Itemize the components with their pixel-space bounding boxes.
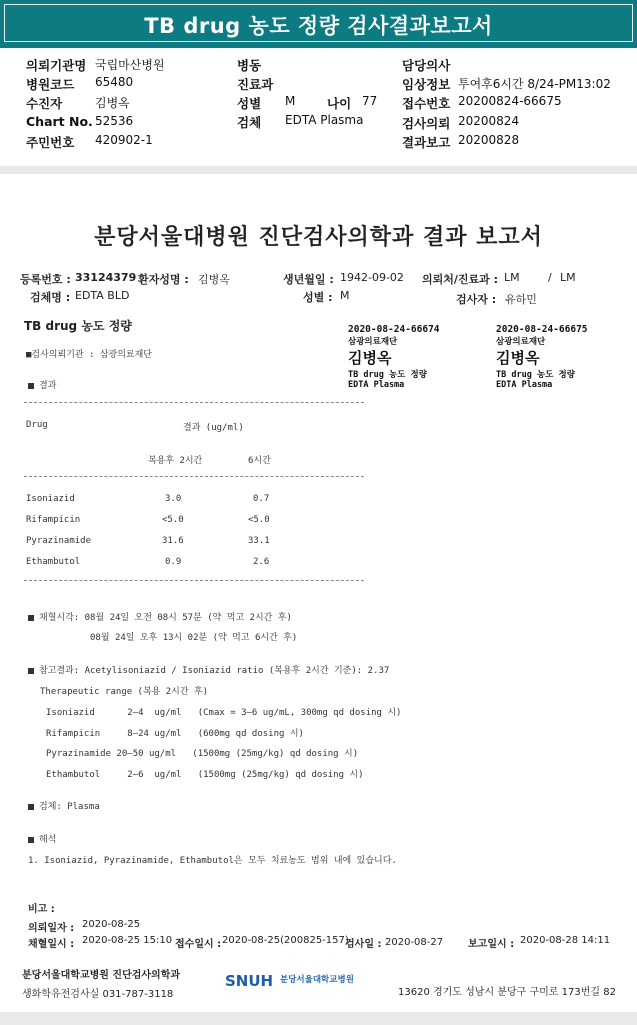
bullet-square xyxy=(28,383,34,389)
dob-value: 1942-09-02 xyxy=(340,271,404,284)
patient-value: 김병옥 xyxy=(198,273,230,286)
patient-label: 환자성명 : xyxy=(138,273,189,286)
label-org: 삼광의료재단 xyxy=(348,337,398,347)
label-name: 김병옥 xyxy=(496,349,540,367)
value-6h: <5.0 xyxy=(248,515,270,525)
bottom-strip xyxy=(0,1012,637,1025)
reg-label: 등록번호 : xyxy=(20,273,71,286)
sampling-time-2: 08월 24일 오후 13시 02분 (약 먹고 6시간 후) xyxy=(90,633,298,643)
dept-separator: / xyxy=(548,271,552,284)
draw-value: 2020-08-25 15:10 xyxy=(82,935,173,946)
value-2h: 0.9 xyxy=(165,557,182,567)
hdr-key: 담당의사 xyxy=(402,58,451,73)
footer-address: 13620 경기도 성남시 분당구 구미로 173번길 82 xyxy=(398,987,616,998)
receipt-value: 2020-08-25(200825-157) xyxy=(222,935,349,946)
hdr-value: 투여후6시간 8/24-PM13:02 xyxy=(458,77,611,91)
col-drug: Drug xyxy=(26,420,48,430)
hdr-key: 성별 xyxy=(237,96,262,111)
report-title: 분당서울대병원 진단검사의학과 결과 보고서 xyxy=(94,225,543,250)
hdr-key: 접수번호 xyxy=(402,96,451,111)
dept-value: LM xyxy=(560,271,576,284)
sex-label: 성별 : xyxy=(303,291,333,304)
specimen-label-2 xyxy=(496,324,588,390)
section-divider xyxy=(0,166,637,174)
range-line: Pyrazinamide 20–50 ug/ml (1500mg (25mg/kg) qd dosing 시) xyxy=(46,749,359,759)
hdr-key: 나이 xyxy=(327,96,352,111)
specimen-note: 검체: Plasma xyxy=(28,799,100,812)
range-line: Rifampicin 8–24 ug/ml (600mg qd dosing 시) xyxy=(46,729,304,739)
col-2h: 복용후 2시간 xyxy=(148,456,203,466)
divider xyxy=(24,402,364,403)
sampling-time: 채혈시각: 08월 24일 오전 08시 57분 (약 먹고 2시간 후) xyxy=(28,610,292,623)
label-test: TB drug 농도 정량 xyxy=(496,370,575,380)
hdr-key: 수진자 xyxy=(26,96,63,111)
drug-name: Isoniazid xyxy=(26,494,75,504)
hdr-key: 병원코드 xyxy=(26,77,75,92)
specimen-label-1 xyxy=(348,324,440,390)
bullet-square xyxy=(28,837,34,843)
label-id: 2020-08-24-66674 xyxy=(348,324,440,335)
bullet-square xyxy=(28,615,34,621)
label-test: TB drug 농도 정량 xyxy=(348,370,427,380)
value-6h: 33.1 xyxy=(248,536,270,546)
therapeutic-range-heading: Therapeutic range (복용 2시간 후) xyxy=(40,687,209,697)
bullet-square xyxy=(28,668,34,674)
hdr-key: 결과보고 xyxy=(402,135,451,150)
drug-name: Pyrazinamide xyxy=(26,536,92,546)
request-date: 2020-08-25 xyxy=(82,919,141,930)
bullet-square xyxy=(28,804,34,810)
hdr-value: M xyxy=(285,94,296,108)
report-value: 2020-08-28 14:11 xyxy=(520,935,611,946)
hdr-key: 진료과 xyxy=(237,77,274,92)
hospital-logo: SNUH xyxy=(225,972,274,990)
value-2h: 31.6 xyxy=(162,536,184,546)
report-label: 보고일시 : xyxy=(468,939,515,950)
page-title: TB drug 농도 정량 검사결과보고서 xyxy=(144,14,493,38)
label-spec: EDTA Plasma xyxy=(348,380,405,390)
label-spec: EDTA Plasma xyxy=(496,380,553,390)
hdr-key: 주민번호 xyxy=(26,135,75,150)
interpretation-heading: 해석 xyxy=(28,832,56,845)
hdr-key: 검체 xyxy=(237,115,262,130)
label-org: 삼광의료재단 xyxy=(496,337,546,347)
label-id: 2020-08-24-66675 xyxy=(496,324,588,335)
drug-name: Rifampicin xyxy=(26,515,81,525)
hdr-key: Chart No. xyxy=(26,114,93,129)
hdr-value: 20200828 xyxy=(458,133,520,147)
footer-dept: 분당서울대학교병원 진단검사의학과 xyxy=(22,970,181,981)
test-value: 2020-08-27 xyxy=(385,937,444,948)
hdr-value: 77 xyxy=(362,94,378,108)
interpretation-text: 1. Isoniazid, Pyrazinamide, Ethambutol은 모두 치료농도 범위 내에 있습니다. xyxy=(28,856,397,866)
col-result: 결과 (ug/ml) xyxy=(183,423,244,433)
specimen-value: EDTA BLD xyxy=(75,289,130,302)
remarks-label: 비고 : xyxy=(28,904,55,915)
range-line: Isoniazid 2–4 ug/ml (Cmax = 3–6 ug/mL, 300mg qd dosing 시) xyxy=(46,708,402,718)
footer-lab: 생화학유전검사실 031-787-3118 xyxy=(22,989,174,1000)
hdr-value: 김병옥 xyxy=(95,96,130,110)
request-date-label: 의뢰일자 : xyxy=(28,923,75,934)
lab-line: ■검사의뢰기관 : 삼광의료재단 xyxy=(26,350,153,360)
examiner-value: 유하민 xyxy=(505,293,537,306)
hdr-key: 의뢰기관명 xyxy=(26,58,87,73)
test-label: 검사일 : xyxy=(345,939,382,950)
label-name: 김병옥 xyxy=(348,349,392,367)
hdr-value: 20200824 xyxy=(458,114,520,128)
dept-value: LM xyxy=(504,271,520,284)
hdr-value: 국립마산병원 xyxy=(95,58,165,72)
hdr-value: 420902-1 xyxy=(95,133,153,147)
draw-label: 채혈일시 : xyxy=(28,939,75,950)
divider xyxy=(24,476,364,477)
dept-label: 의뢰처/진료과 : xyxy=(422,273,499,286)
result-heading: 결과 xyxy=(28,378,56,391)
drug-name: Ethambutol xyxy=(26,557,81,567)
hdr-key: 병동 xyxy=(237,58,262,73)
hdr-key: 검사의뢰 xyxy=(402,116,451,131)
specimen-label: 검체명 : xyxy=(30,291,71,304)
col-6h: 6시간 xyxy=(248,456,271,466)
reference-result: 참고결과: Acetylisoniazid / Isoniazid ratio (복용후 2시간 기준): 2.37 xyxy=(28,663,389,676)
receipt-label: 접수일시 : xyxy=(175,939,222,950)
dob-label: 생년월일 : xyxy=(283,273,334,286)
value-6h: 2.6 xyxy=(253,557,270,567)
hdr-key: 임상정보 xyxy=(402,77,451,92)
hdr-value: 52536 xyxy=(95,114,134,128)
hdr-value: 65480 xyxy=(95,75,134,89)
sex-value: M xyxy=(340,289,350,302)
hospital-logo-sub: 분당서울대학교병원 xyxy=(280,975,354,985)
reg-value: 33124379 xyxy=(75,271,137,284)
examiner-label: 검사자 : xyxy=(456,293,497,306)
hdr-value: 20200824-66675 xyxy=(458,94,562,108)
value-2h: 3.0 xyxy=(165,494,182,504)
range-line: Ethambutol 2–6 ug/ml (1500mg (25mg/kg) qd dosing 시) xyxy=(46,770,364,780)
value-6h: 0.7 xyxy=(253,494,270,504)
divider xyxy=(24,580,364,581)
value-2h: <5.0 xyxy=(162,515,184,525)
hdr-value: EDTA Plasma xyxy=(285,113,364,127)
section-title: TB drug 농도 정량 xyxy=(24,319,132,333)
